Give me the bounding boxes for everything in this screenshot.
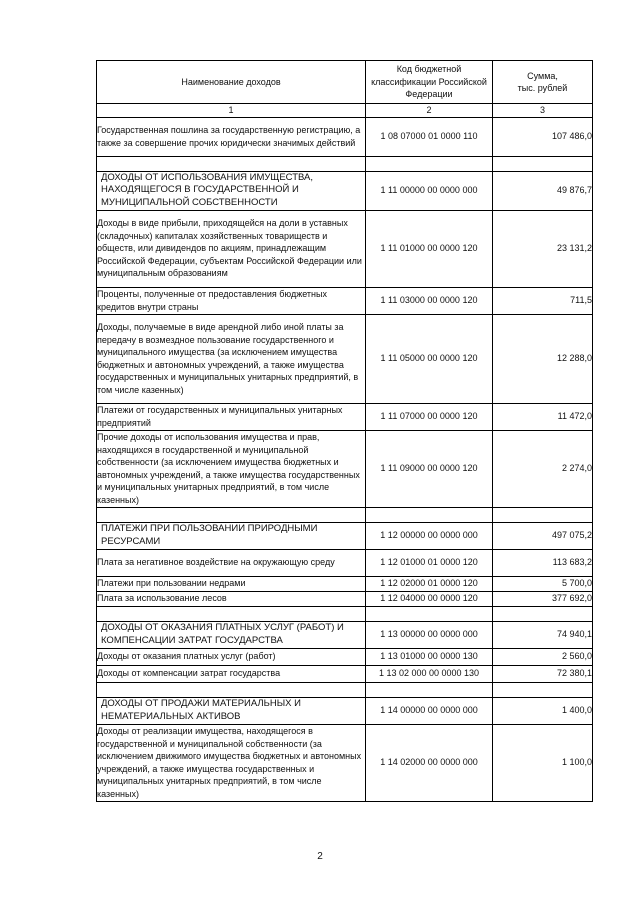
row-code: 1 12 00000 00 0000 000 [366, 522, 493, 549]
row-amount: 1 400,0 [493, 697, 593, 724]
row-name: Доходы, получаемые в виде арендной либо иной платы за передачу в возмездное пользование государственного и муниципального имущества (за исключением имущества бюджетных и автономных учреждений, а также имущества государственных и муниципальных унитарных предприятий, в том числе казенных) [97, 314, 366, 403]
row-code: 1 12 02000 01 0000 120 [366, 576, 493, 591]
row-amount: 49 876,7 [493, 171, 593, 210]
row-name: Проценты, полученные от предоставления бюджетных кредитов внутри страны [97, 287, 366, 314]
row-amount: 12 288,0 [493, 314, 593, 403]
row-code: 1 12 04000 00 0000 120 [366, 591, 493, 606]
row-amount: 11 472,0 [493, 403, 593, 430]
table-row [97, 724, 593, 801]
row-code: 1 11 09000 00 0000 120 [366, 430, 493, 507]
table-row-section [97, 621, 593, 648]
row-code: 1 14 00000 00 0000 000 [366, 697, 493, 724]
header-income-name: Наименование доходов [97, 61, 366, 104]
spacer-row [97, 606, 593, 621]
row-amount: 711,5 [493, 287, 593, 314]
row-name: ПЛАТЕЖИ ПРИ ПОЛЬЗОВАНИИ ПРИРОДНЫМИ РЕСУРСАМИ [97, 522, 366, 549]
row-name: Плата за негативное воздействие на окружающую среду [97, 549, 366, 576]
header-amount-line1: Сумма, [527, 70, 558, 81]
spacer-row [97, 507, 593, 522]
row-amount: 113 683,2 [493, 549, 593, 576]
row-code: 1 11 05000 00 0000 120 [366, 314, 493, 403]
row-code: 1 13 02 000 00 0000 130 [366, 665, 493, 682]
row-name: Прочие доходы от использования имущества и прав, находящихся в государственной и муниципальной собственности (за исключением имущества бюджетных и автономных учреждений, а также имущества государственных и муниципальных унитарных предприятий, в том числе казенных) [97, 430, 366, 507]
row-amount: 74 940,1 [493, 621, 593, 648]
table-row-section [97, 522, 593, 549]
table-row [97, 117, 593, 156]
row-name: ДОХОДЫ ОТ ОКАЗАНИЯ ПЛАТНЫХ УСЛУГ (РАБОТ) И КОМПЕНСАЦИИ ЗАТРАТ ГОСУДАРСТВА [97, 621, 366, 648]
column-number-3: 3 [493, 104, 593, 118]
row-amount: 5 700,0 [493, 576, 593, 591]
row-amount: 497 075,2 [493, 522, 593, 549]
row-amount: 23 131,2 [493, 210, 593, 287]
table-row-section [97, 171, 593, 210]
column-number-2: 2 [366, 104, 493, 118]
row-code: 1 11 03000 00 0000 120 [366, 287, 493, 314]
page-number: 2 [317, 851, 323, 862]
row-code: 1 11 01000 00 0000 120 [366, 210, 493, 287]
header-amount-line2: тыс. рублей [517, 83, 568, 93]
row-name: Доходы от оказания платных услуг (работ) [97, 648, 366, 665]
row-code: 1 13 00000 00 0000 000 [366, 621, 493, 648]
row-code: 1 08 07000 01 0000 110 [366, 117, 493, 156]
row-name: Платежи при пользовании недрами [97, 576, 366, 591]
table-row [97, 665, 593, 682]
spacer-row [97, 156, 593, 171]
header-amount [493, 61, 593, 104]
table-header-row [97, 61, 593, 104]
row-amount: 72 380,1 [493, 665, 593, 682]
row-name: ДОХОДЫ ОТ ПРОДАЖИ МАТЕРИАЛЬНЫХ И НЕМАТЕРИАЛЬНЫХ АКТИВОВ [97, 697, 366, 724]
column-number-1: 1 [97, 104, 366, 118]
row-code: 1 11 07000 00 0000 120 [366, 403, 493, 430]
row-name: Государственная пошлина за государственную регистрацию, а также за совершение прочих юридически значимых действий [97, 117, 366, 156]
row-name: ДОХОДЫ ОТ ИСПОЛЬЗОВАНИЯ ИМУЩЕСТВА, НАХОДЯЩЕГОСЯ В ГОСУДАРСТВЕННОЙ И МУНИЦИПАЛЬНОЙ СОБСТВЕННОСТИ [97, 171, 366, 210]
row-code: 1 14 02000 00 0000 000 [366, 724, 493, 801]
row-code: 1 13 01000 00 0000 130 [366, 648, 493, 665]
row-code: 1 11 00000 00 0000 000 [366, 171, 493, 210]
row-name: Доходы от компенсации затрат государства [97, 665, 366, 682]
table-row [97, 287, 593, 314]
row-name: Плата за использование лесов [97, 591, 366, 606]
row-amount: 1 100,0 [493, 724, 593, 801]
table-row [97, 403, 593, 430]
row-name: Доходы в виде прибыли, приходящейся на доли в уставных (складочных) капиталах хозяйственных товариществ и обществ, или дивидендов по акциям, принадлежащим Российской Федерации, субъектам Российской Федерации или муниципальным образованиям [97, 210, 366, 287]
row-code: 1 12 01000 01 0000 120 [366, 549, 493, 576]
table-row [97, 210, 593, 287]
row-name: Доходы от реализации имущества, находящегося в государственной и муниципальной собственности (за исключением движимого имущества бюджетных и автономных учреждений, а также имущества государственных и муниципальных унитарных предприятий, в том числе казенных) [97, 724, 366, 801]
table-row [97, 549, 593, 576]
table-row [97, 314, 593, 403]
table-row [97, 430, 593, 507]
table-row-section [97, 697, 593, 724]
row-amount: 377 692,0 [493, 591, 593, 606]
header-budget-code: Код бюджетной классификации Российской Федерации [366, 61, 493, 104]
spacer-row [97, 682, 593, 697]
table-row [97, 576, 593, 591]
row-name: Платежи от государственных и муниципальных унитарных предприятий [97, 403, 366, 430]
table-row [97, 591, 593, 606]
column-number-row [97, 104, 593, 118]
table-row [97, 648, 593, 665]
row-amount: 2 560,0 [493, 648, 593, 665]
row-amount: 107 486,0 [493, 117, 593, 156]
revenue-table [96, 60, 593, 802]
row-amount: 2 274,0 [493, 430, 593, 507]
